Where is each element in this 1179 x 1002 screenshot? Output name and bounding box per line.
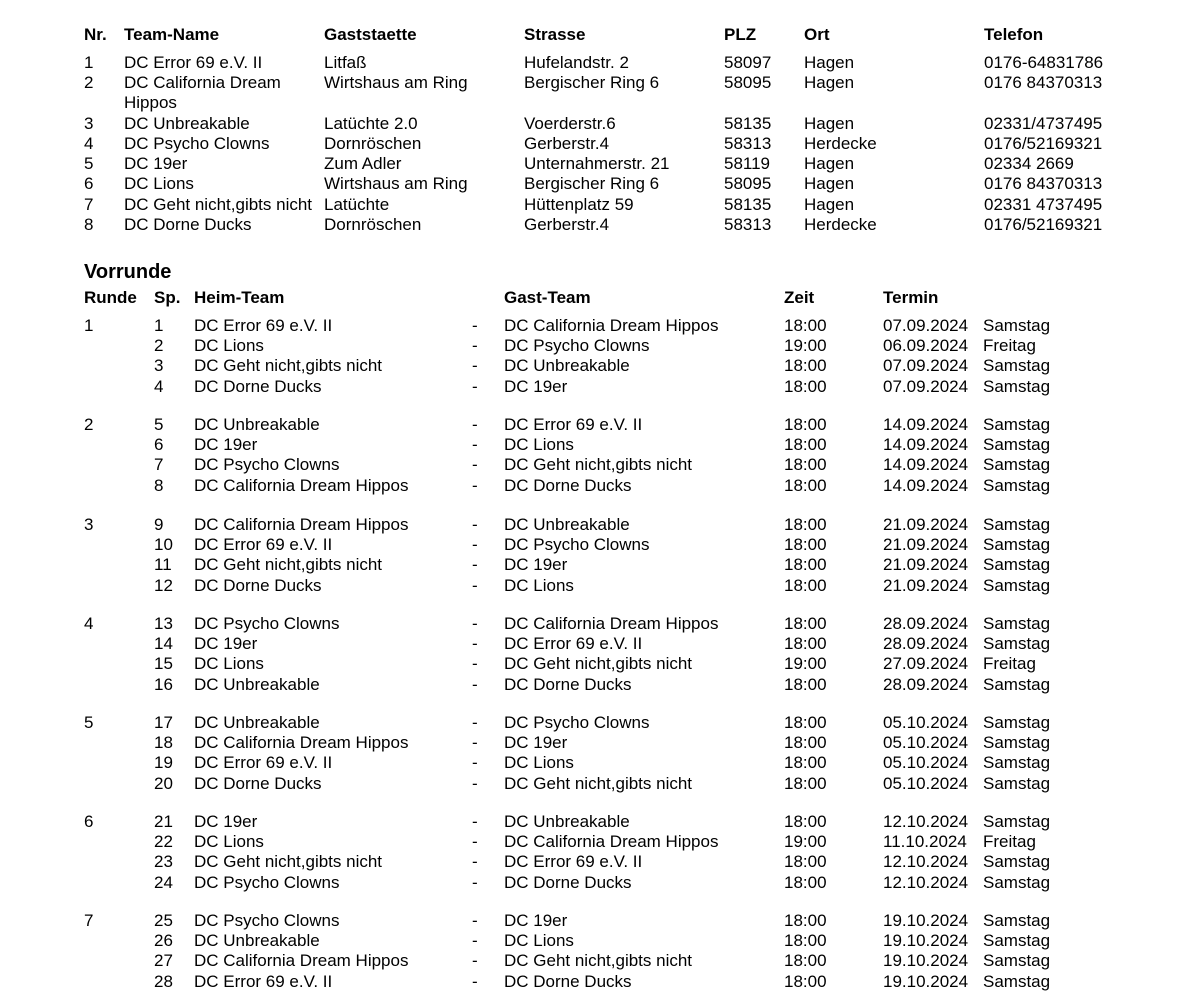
game-number: 2 (154, 336, 164, 355)
game-weekday: Samstag (983, 435, 1051, 454)
game-number: 24 (154, 873, 173, 892)
versus-separator: - (472, 555, 478, 574)
away-team: DC California Dream Hippos (504, 316, 719, 335)
team-row-zip: 58313 (724, 134, 772, 153)
game-time: 18:00 (784, 852, 827, 871)
game-weekday: Samstag (983, 515, 1051, 534)
team-row-street: Unternahmerstr. 21 (524, 154, 670, 173)
team-row-zip: 58313 (724, 215, 772, 234)
game-time: 18:00 (784, 614, 827, 633)
round-number: 7 (84, 911, 94, 930)
game-number: 27 (154, 951, 173, 970)
team-row-name: DC Lions (124, 174, 194, 193)
game-time: 19:00 (784, 832, 827, 851)
home-team: DC California Dream Hippos (194, 951, 409, 970)
home-team: DC California Dream Hippos (194, 515, 409, 534)
game-date: 21.09.2024 (883, 515, 969, 534)
game-number: 13 (154, 614, 173, 633)
team-row-zip: 58095 (724, 73, 772, 92)
versus-separator: - (472, 356, 478, 375)
game-weekday: Samstag (983, 812, 1051, 831)
team-row-nr: 6 (84, 174, 94, 193)
game-date: 11.10.2024 (883, 832, 967, 851)
teams-header-nr: Nr. (84, 25, 107, 44)
versus-separator: - (472, 535, 478, 554)
away-team: DC Dorne Ducks (504, 476, 632, 495)
team-row-street: Bergischer Ring 6 (524, 73, 660, 92)
away-team: DC Unbreakable (504, 812, 630, 831)
home-team: DC Lions (194, 832, 264, 851)
game-date: 27.09.2024 (883, 654, 969, 673)
home-team: DC Lions (194, 654, 264, 673)
home-team: DC Lions (194, 336, 264, 355)
team-row-nr: 8 (84, 215, 94, 234)
game-time: 18:00 (784, 377, 827, 396)
teams-header-team: Team-Name (124, 25, 220, 44)
teams-header-street: Strasse (524, 25, 586, 44)
team-row-venue: Dornröschen (324, 215, 422, 234)
team-row-zip: 58135 (724, 195, 772, 214)
game-time: 18:00 (784, 555, 827, 574)
game-time: 18:00 (784, 812, 827, 831)
home-team: DC Error 69 e.V. II (194, 316, 333, 335)
game-weekday: Samstag (983, 634, 1051, 653)
game-weekday: Freitag (983, 832, 1036, 851)
game-weekday: Samstag (983, 476, 1051, 495)
game-weekday: Samstag (983, 911, 1051, 930)
game-date: 05.10.2024 (883, 733, 969, 752)
home-team: DC Dorne Ducks (194, 377, 322, 396)
game-weekday: Samstag (983, 415, 1051, 434)
team-row-venue: Litfaß (324, 53, 367, 72)
team-row-nr: 7 (84, 195, 94, 214)
team-row-zip: 58135 (724, 114, 772, 133)
away-team: DC Lions (504, 576, 574, 595)
team-row-phone: 02334 2669 (984, 154, 1074, 173)
home-team: DC Error 69 e.V. II (194, 535, 333, 554)
game-number: 7 (154, 455, 164, 474)
team-row-name: DC California Dream (124, 73, 281, 92)
home-team: DC Unbreakable (194, 713, 320, 732)
away-team: DC 19er (504, 733, 568, 752)
away-team: DC Dorne Ducks (504, 873, 632, 892)
versus-separator: - (472, 336, 478, 355)
team-row-venue: Wirtshaus am Ring (324, 174, 468, 193)
team-row-venue: Dornröschen (324, 134, 422, 153)
team-row-name: DC Geht nicht,gibts nicht (124, 195, 313, 214)
versus-separator: - (472, 733, 478, 752)
team-row-name: DC 19er (124, 154, 188, 173)
team-row-street: Voerderstr.6 (524, 114, 616, 133)
versus-separator: - (472, 972, 478, 991)
game-weekday: Samstag (983, 675, 1051, 694)
game-time: 18:00 (784, 316, 827, 335)
game-time: 18:00 (784, 535, 827, 554)
home-team: DC Dorne Ducks (194, 774, 322, 793)
game-date: 21.09.2024 (883, 535, 969, 554)
game-time: 18:00 (784, 476, 827, 495)
round-number: 5 (84, 713, 94, 732)
game-weekday: Samstag (983, 931, 1051, 950)
game-weekday: Samstag (983, 753, 1051, 772)
versus-separator: - (472, 435, 478, 454)
game-weekday: Samstag (983, 774, 1051, 793)
game-number: 6 (154, 435, 164, 454)
game-time: 18:00 (784, 753, 827, 772)
game-number: 20 (154, 774, 173, 793)
team-row-name: DC Dorne Ducks (124, 215, 252, 234)
game-time: 18:00 (784, 455, 827, 474)
away-team: DC Psycho Clowns (504, 535, 650, 554)
away-team: DC Lions (504, 931, 574, 950)
team-row-street: Gerberstr.4 (524, 134, 610, 153)
away-team: DC Error 69 e.V. II (504, 415, 643, 434)
game-date: 21.09.2024 (883, 555, 969, 574)
team-row-zip: 58119 (724, 154, 771, 173)
away-team: DC Psycho Clowns (504, 336, 650, 355)
team-row-phone: 0176-64831786 (984, 53, 1104, 72)
game-time: 18:00 (784, 911, 827, 930)
round-number: 2 (84, 415, 94, 434)
versus-separator: - (472, 832, 478, 851)
game-date: 19.10.2024 (883, 931, 969, 950)
game-number: 16 (154, 675, 173, 694)
game-weekday: Samstag (983, 614, 1051, 633)
team-row-phone: 02331/4737495 (984, 114, 1103, 133)
game-date: 21.09.2024 (883, 576, 969, 595)
team-row-name: DC Unbreakable (124, 114, 250, 133)
home-team: DC 19er (194, 435, 258, 454)
game-time: 18:00 (784, 356, 827, 375)
game-weekday: Samstag (983, 852, 1051, 871)
game-weekday: Samstag (983, 972, 1051, 991)
game-number: 22 (154, 832, 173, 851)
game-number: 9 (154, 515, 164, 534)
game-time: 19:00 (784, 654, 827, 673)
versus-separator: - (472, 316, 478, 335)
game-number: 11 (154, 555, 172, 574)
game-weekday: Freitag (983, 654, 1036, 673)
game-weekday: Samstag (983, 873, 1051, 892)
game-date: 28.09.2024 (883, 675, 969, 694)
team-row-zip: 58095 (724, 174, 772, 193)
versus-separator: - (472, 377, 478, 396)
game-number: 28 (154, 972, 173, 991)
home-team: DC Error 69 e.V. II (194, 753, 333, 772)
game-date: 05.10.2024 (883, 774, 969, 793)
team-row-city: Hagen (804, 114, 855, 133)
team-row-venue: Latüchte 2.0 (324, 114, 418, 133)
game-date: 19.10.2024 (883, 911, 969, 930)
home-team: DC Psycho Clowns (194, 614, 340, 633)
team-row-nr: 2 (84, 73, 94, 92)
versus-separator: - (472, 455, 478, 474)
versus-separator: - (472, 654, 478, 673)
team-row-city: Hagen (804, 174, 855, 193)
game-date: 05.10.2024 (883, 753, 969, 772)
versus-separator: - (472, 873, 478, 892)
game-time: 18:00 (784, 435, 827, 454)
away-team: DC California Dream Hippos (504, 614, 719, 633)
team-row-venue: Latüchte (324, 195, 390, 214)
away-team: DC Geht nicht,gibts nicht (504, 654, 693, 673)
round-number: 3 (84, 515, 94, 534)
home-team: DC 19er (194, 634, 258, 653)
round-number: 4 (84, 614, 94, 633)
game-date: 28.09.2024 (883, 614, 969, 633)
game-weekday: Samstag (983, 713, 1051, 732)
team-row-street: Bergischer Ring 6 (524, 174, 660, 193)
versus-separator: - (472, 911, 478, 930)
team-row-phone: 02331 4737495 (984, 195, 1103, 214)
game-number: 14 (154, 634, 173, 653)
game-number: 15 (154, 654, 173, 673)
game-weekday: Samstag (983, 455, 1051, 474)
teams-header-zip: PLZ (724, 25, 757, 44)
game-number: 23 (154, 852, 173, 871)
home-team: DC Unbreakable (194, 415, 320, 434)
game-time: 18:00 (784, 515, 827, 534)
game-number: 18 (154, 733, 173, 752)
away-team: DC Geht nicht,gibts nicht (504, 951, 693, 970)
game-date: 19.10.2024 (883, 972, 969, 991)
game-weekday: Samstag (983, 356, 1051, 375)
game-number: 26 (154, 931, 173, 950)
game-date: 14.09.2024 (883, 476, 969, 495)
game-weekday: Freitag (983, 336, 1036, 355)
game-number: 12 (154, 576, 173, 595)
game-date: 28.09.2024 (883, 634, 969, 653)
versus-separator: - (472, 713, 478, 732)
game-number: 1 (154, 316, 164, 335)
game-time: 18:00 (784, 972, 827, 991)
round-number: 1 (84, 316, 94, 335)
team-row-zip: 58097 (724, 53, 772, 72)
away-team: DC 19er (504, 555, 568, 574)
home-team: DC California Dream Hippos (194, 733, 409, 752)
away-team: DC Geht nicht,gibts nicht (504, 455, 693, 474)
game-weekday: Samstag (983, 377, 1051, 396)
home-team: DC Error 69 e.V. II (194, 972, 333, 991)
home-team: DC California Dream Hippos (194, 476, 409, 495)
team-row-nr: 3 (84, 114, 94, 133)
game-number: 25 (154, 911, 173, 930)
versus-separator: - (472, 515, 478, 534)
game-date: 19.10.2024 (883, 951, 969, 970)
versus-separator: - (472, 931, 478, 950)
team-row-city: Hagen (804, 53, 855, 72)
game-date: 07.09.2024 (883, 316, 969, 335)
team-row-name-wrap: Hippos (124, 93, 177, 112)
team-row-phone: 0176 84370313 (984, 73, 1103, 92)
game-date: 05.10.2024 (883, 713, 969, 732)
game-weekday: Samstag (983, 576, 1051, 595)
game-number: 8 (154, 476, 164, 495)
home-team: DC Geht nicht,gibts nicht (194, 852, 383, 871)
team-row-city: Hagen (804, 154, 855, 173)
home-team: DC Geht nicht,gibts nicht (194, 356, 383, 375)
game-time: 18:00 (784, 733, 827, 752)
versus-separator: - (472, 812, 478, 831)
game-weekday: Samstag (983, 555, 1051, 574)
schedule-header-date: Termin (883, 288, 939, 307)
game-number: 21 (154, 812, 173, 831)
game-date: 14.09.2024 (883, 455, 969, 474)
game-time: 18:00 (784, 675, 827, 694)
game-date: 06.09.2024 (883, 336, 969, 355)
away-team: DC Unbreakable (504, 515, 630, 534)
game-time: 18:00 (784, 634, 827, 653)
game-weekday: Samstag (983, 951, 1051, 970)
team-row-nr: 1 (84, 53, 94, 72)
team-row-venue: Wirtshaus am Ring (324, 73, 468, 92)
game-time: 18:00 (784, 576, 827, 595)
game-number: 5 (154, 415, 164, 434)
game-number: 4 (154, 377, 164, 396)
away-team: DC Error 69 e.V. II (504, 852, 643, 871)
home-team: DC Unbreakable (194, 675, 320, 694)
teams-header-city: Ort (804, 25, 830, 44)
game-date: 07.09.2024 (883, 377, 969, 396)
game-time: 18:00 (784, 873, 827, 892)
game-time: 18:00 (784, 931, 827, 950)
versus-separator: - (472, 634, 478, 653)
game-weekday: Samstag (983, 316, 1051, 335)
round-number: 6 (84, 812, 94, 831)
team-row-name: DC Psycho Clowns (124, 134, 270, 153)
teams-header-venue: Gaststaette (324, 25, 417, 44)
game-number: 10 (154, 535, 173, 554)
game-date: 12.10.2024 (883, 812, 969, 831)
away-team: DC California Dream Hippos (504, 832, 719, 851)
game-date: 14.09.2024 (883, 435, 969, 454)
game-date: 14.09.2024 (883, 415, 969, 434)
team-row-nr: 5 (84, 154, 94, 173)
team-row-city: Hagen (804, 195, 855, 214)
versus-separator: - (472, 774, 478, 793)
away-team: DC Dorne Ducks (504, 675, 632, 694)
versus-separator: - (472, 852, 478, 871)
away-team: DC Lions (504, 753, 574, 772)
schedule-header-round: Runde (84, 288, 137, 307)
versus-separator: - (472, 951, 478, 970)
home-team: DC Psycho Clowns (194, 911, 340, 930)
team-row-street: Hüttenplatz 59 (524, 195, 634, 214)
home-team: DC Psycho Clowns (194, 873, 340, 892)
away-team: DC Geht nicht,gibts nicht (504, 774, 693, 793)
home-team: DC 19er (194, 812, 258, 831)
game-time: 18:00 (784, 713, 827, 732)
team-row-city: Herdecke (804, 134, 877, 153)
game-weekday: Samstag (983, 535, 1051, 554)
versus-separator: - (472, 476, 478, 495)
home-team: DC Psycho Clowns (194, 455, 340, 474)
away-team: DC Unbreakable (504, 356, 630, 375)
team-row-phone: 0176/52169321 (984, 215, 1103, 234)
home-team: DC Dorne Ducks (194, 576, 322, 595)
schedule-title: Vorrunde (84, 261, 172, 283)
game-number: 19 (154, 753, 173, 772)
team-row-venue: Zum Adler (324, 154, 402, 173)
game-time: 18:00 (784, 415, 827, 434)
game-time: 18:00 (784, 951, 827, 970)
versus-separator: - (472, 614, 478, 633)
game-date: 07.09.2024 (883, 356, 969, 375)
team-row-name: DC Error 69 e.V. II (124, 53, 263, 72)
team-row-city: Herdecke (804, 215, 877, 234)
away-team: DC 19er (504, 911, 568, 930)
away-team: DC Lions (504, 435, 574, 454)
away-team: DC Psycho Clowns (504, 713, 650, 732)
teams-header-phone: Telefon (984, 25, 1044, 44)
versus-separator: - (472, 675, 478, 694)
schedule-header-time: Zeit (784, 288, 815, 307)
game-date: 12.10.2024 (883, 852, 969, 871)
versus-separator: - (472, 753, 478, 772)
schedule-header-home: Heim-Team (194, 288, 285, 307)
away-team: DC Error 69 e.V. II (504, 634, 643, 653)
team-row-phone: 0176/52169321 (984, 134, 1103, 153)
game-weekday: Samstag (983, 733, 1051, 752)
team-row-nr: 4 (84, 134, 94, 153)
game-number: 3 (154, 356, 164, 375)
team-row-street: Hufelandstr. 2 (524, 53, 629, 72)
away-team: DC 19er (504, 377, 568, 396)
game-time: 18:00 (784, 774, 827, 793)
game-date: 12.10.2024 (883, 873, 969, 892)
team-row-phone: 0176 84370313 (984, 174, 1103, 193)
game-time: 19:00 (784, 336, 827, 355)
schedule-header-away: Gast-Team (504, 288, 591, 307)
away-team: DC Dorne Ducks (504, 972, 632, 991)
versus-separator: - (472, 415, 478, 434)
team-row-city: Hagen (804, 73, 855, 92)
versus-separator: - (472, 576, 478, 595)
schedule-header-game: Sp. (154, 288, 181, 307)
home-team: DC Geht nicht,gibts nicht (194, 555, 383, 574)
team-row-street: Gerberstr.4 (524, 215, 610, 234)
game-number: 17 (154, 713, 173, 732)
home-team: DC Unbreakable (194, 931, 320, 950)
